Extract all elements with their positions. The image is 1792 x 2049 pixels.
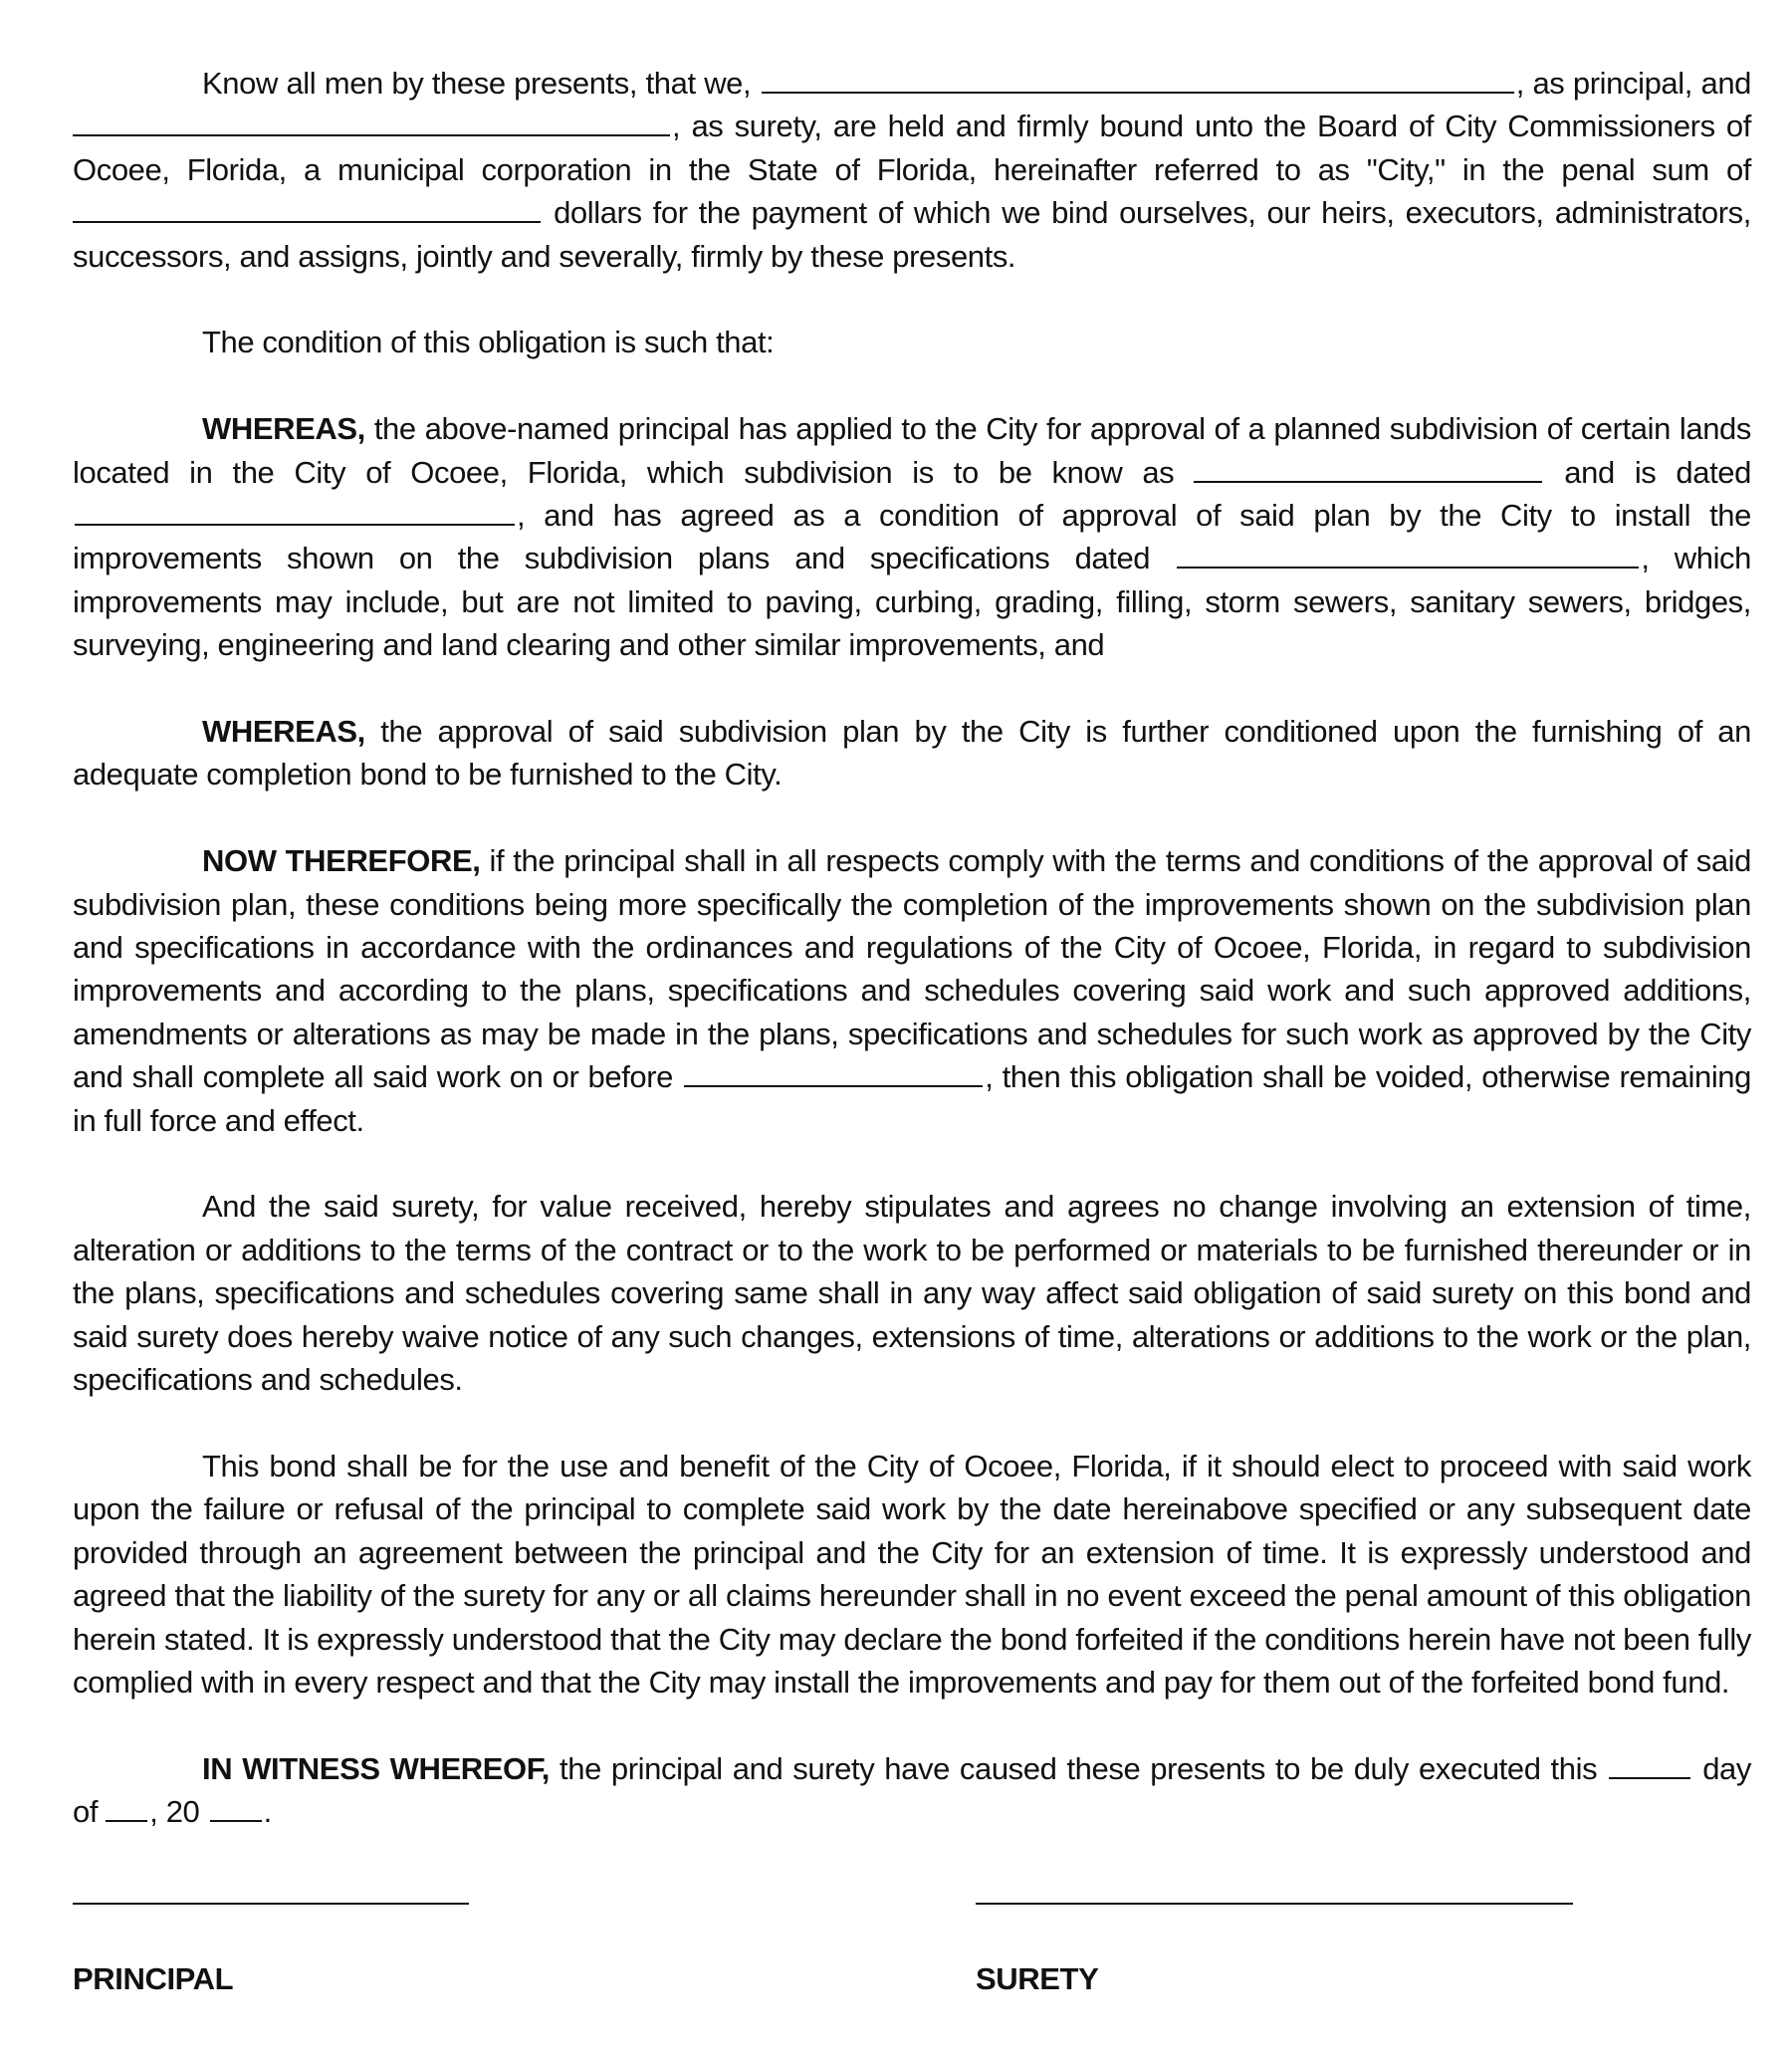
text: day of [73, 1750, 1751, 1830]
text: the above-named principal has applied to the City for approval of a planned subdivision of certain lands located in the City of Ocoee, Florida, which subdivision is to be know as [73, 411, 1751, 490]
day-blank[interactable] [1609, 1750, 1690, 1779]
surety-name-blank[interactable] [73, 108, 670, 136]
surety-label: SURETY [976, 1961, 1099, 1996]
text: , as surety, are held and firmly bound unto the Board of City Commissioners of Ocoee, Florida, a municipal corporation in the State of Florida, hereinafter referred to as "City," in the penal sum of [73, 109, 1751, 187]
clause-lead: WHEREAS, [202, 714, 365, 750]
paragraph-parties [73, 62, 1751, 278]
plans-date-blank[interactable] [1177, 540, 1639, 569]
completion-date-blank[interactable] [684, 1058, 983, 1087]
text: if the principal shall in all respects comply with the terms and conditions of the approval of said subdivision plan, these conditions being more specifically the completion of the improvements shown on the subdivision plan and specifications in accordance with the ordinances and regulations of the City of Ocoee, Florida, in regard to subdivision improvements and according to the plans, specifications and schedules covering said work and such approved additions, amendments or alterations as may be made in the plans, specifications and schedules for such work as approved by the City and shall complete all said work on or before [73, 843, 1752, 1095]
clause-lead: IN WITNESS WHEREOF, [202, 1750, 551, 1786]
principal-name-blank[interactable] [762, 65, 1514, 94]
month-blank[interactable] [106, 1793, 147, 1822]
text: Know all men by these presents, that we, [202, 66, 752, 101]
paragraph-in-witness [73, 1747, 1751, 1834]
paragraph-now-therefore [73, 839, 1751, 1142]
clause-lead: NOW THEREFORE, [202, 843, 481, 879]
subdivision-date-blank[interactable] [75, 497, 515, 526]
text: , which improvements may include, but are not limited to paving, curbing, grading, filling, storm sewers, sanitary sewers, bridges, surveying, engineering and land clearing and other similar improvements, and [73, 541, 1751, 663]
text: . [263, 1794, 272, 1830]
year-blank[interactable] [210, 1793, 262, 1822]
text: , as principal, and [1515, 66, 1751, 101]
penal-sum-blank[interactable] [73, 194, 541, 223]
bond-document [73, 62, 1751, 1877]
clause-lead: WHEREAS, [202, 411, 365, 447]
text: the approval of said subdivision plan by the City is further conditioned upon the furnishing of an adequate completion bond to be furnished to the City. [73, 714, 1751, 793]
principal-signature-line[interactable] [73, 1903, 469, 1905]
text: This bond shall be for the use and benefit of the City of Ocoee, Florida, if it should elect to proceed with said work upon the failure or refusal of the principal to complete said work by the date hereinabove specified or any subsequent date provided through an agreement between the principal and the City for an extension of time. It is expressly understood and agreed that the liability of the surety for any or all claims hereunder shall in no event exceed the penal amount of this obligation herein stated. It is expressly understood that the City may declare the bond forfeited if the conditions herein have not been fully complied with in every respect and that the City may install the improvements and pay for them out of the forfeited bond fund. [73, 1448, 1751, 1700]
paragraph-use-and-benefit [73, 1445, 1751, 1704]
surety-signature-line[interactable] [976, 1903, 1573, 1905]
text: , and has agreed as a condition of approval of said plan by the City to install the improvements shown on the subdivision plans and specifications dated [73, 498, 1751, 576]
paragraph-condition [73, 321, 1751, 363]
principal-label: PRINCIPAL [73, 1961, 234, 1996]
paragraph-whereas-bond [73, 710, 1751, 797]
text: The condition of this obligation is such that: [202, 325, 775, 360]
text: And the said surety, for value received, hereby stipulates and agrees no change involving an extension of time, alteration or additions to the terms of the contract or to the work to be performed or materials to be furnished thereunder or in the plans, specifications and schedules covering same shall in any way affect said obligation of said surety on this bond and said surety does hereby waive notice of any such changes, extensions of time, alterations or additions to the work or the plan, specifications and schedules. [73, 1189, 1751, 1398]
paragraph-surety-stipulation [73, 1185, 1751, 1401]
text: , then this obligation shall be voided, otherwise remaining in full force and effect. [73, 1059, 1751, 1138]
text: , 20 [149, 1794, 200, 1830]
paragraph-whereas-subdivision [73, 407, 1751, 666]
subdivision-name-blank[interactable] [1194, 454, 1542, 483]
text: and is dated [1564, 454, 1751, 490]
text: dollars for the payment of which we bind ourselves, our heirs, executors, administrators, successors, and assigns, jointly and severally, firmly by these presents. [73, 195, 1751, 274]
text: the principal and surety have caused these presents to be duly executed this [560, 1750, 1598, 1786]
